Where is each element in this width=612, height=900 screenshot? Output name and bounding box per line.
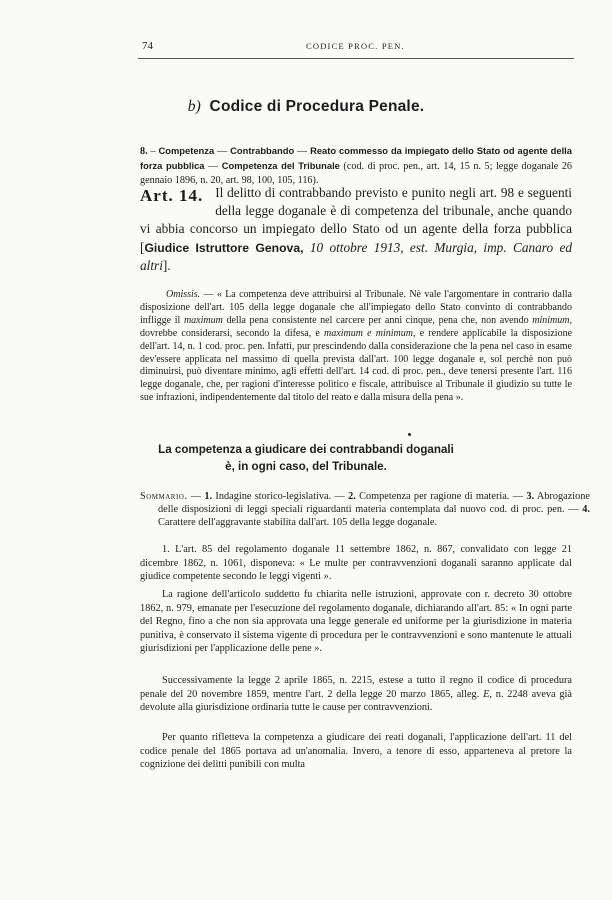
decision-date: 10 ottobre 1913, est. Murgia, imp. Canaro ed altri bbox=[140, 239, 572, 273]
paragraph-2: La ragione dell'articolo suddetto fu chiarita nelle istruzioni, approvate con r. decreto 30 ottobre 1862, n. 979, emanate per l'esecuzione del regolamento doganale, dichiarando all'art. 85: « In ogni parte del Regno, fino a che non sia approvata una legge generale ed uniforme per la giurisdizione in materia punitiva, è conservato il sistema vigente di procedura per le contravvenzioni e sono mantenute le attuali giurisdizioni per l'applicazione delle pene ». bbox=[140, 589, 572, 654]
maxim-number: 8. bbox=[140, 146, 148, 157]
maxim-references: (cod. di proc. pen., art. 14, 15 n. 5; legge doganale 26 gennaio 1896, n. 20, art. 98, 100, 105, 116). bbox=[140, 161, 573, 186]
commentary-title-line1: La competenza a giudicare dei contrabbandi doganali bbox=[158, 443, 454, 456]
maxim-keyword-competenza: Competenza bbox=[158, 145, 215, 156]
sommario-label: Sommario. bbox=[140, 491, 188, 502]
sommario-num: 3. bbox=[526, 491, 535, 502]
paragraph-1: 1. L'art. 85 del regolamento doganale 11 settembre 1862, n. 867, convalidato con legge 21 dicembre 1862, n. 1061, disponeva: « Le multe per contravvenzioni doganali saranno applicate dal giudice competente secondo le leggi vigenti ». bbox=[140, 544, 572, 582]
maxim-keyword-reato: Reato commesso da impiegato dello Stato od agente della forza pubblica bbox=[140, 145, 572, 171]
maxim-sep: — bbox=[214, 146, 231, 157]
maxim-sep: — bbox=[294, 146, 311, 157]
sommario-text: Indagine storico-legislativa. — bbox=[212, 491, 349, 502]
commentary-title-line2: è, in ogni caso, del Tribunale. bbox=[225, 460, 387, 473]
quote-text: , e rendere applicabile la disposizione dell'art. 14, n. 1 cod. proc. pen. Infatti, pur prescindendo dalla considerazione che la pena nel caso in esame dev'essere applicata nel massimo di quella prevista dall'art. 100 legge doganale e, sol perchè non può diminuirsi, può diventare minimo, agli effetti dell'art. 14 cod. di proc. pen., deve tenersi presente l'art. 116 legge doganale, che, per ragioni d'interesse politico e fiscale, attribuisce al Tribunale il giudizio su tutte le sue infrazioni, indipendentemente dal titolo del reato e dalla misura della pena ». bbox=[140, 327, 573, 404]
sommario-text: Abrogazione delle disposizioni di leggi speciali riguardanti materia contemplata dal nuovo cod. di proc. pen. — bbox=[158, 491, 590, 516]
sommario-num: 4. bbox=[582, 504, 590, 516]
section-letter: b) bbox=[187, 98, 202, 115]
maxim-keyword-tribunale: Competenza del Tribunale bbox=[221, 160, 340, 171]
paragraph-4: Per quanto rifletteva la competenza a giudicare dei reati doganali, l'applicazione dell'art. 11 del codice penale del 1865 portava ad un'anomalia. Invero, a tenore di esso, apparteneva al pretore la cognizione dei delitti punibili con multa bbox=[140, 732, 572, 770]
quote-italic: maximum bbox=[183, 314, 223, 326]
sommario-sep: — bbox=[187, 491, 205, 502]
ornament-dot bbox=[408, 433, 411, 436]
paragraph-text: Successivamente la legge 2 aprile 1865, n. 2215, estese a tutto il regno il codice di procedura penale del 20 novembre 1859, mentre l'art. 2 della legge 20 marzo 1865, alleg. bbox=[140, 675, 572, 700]
running-title: CODICE PROC. PEN. bbox=[306, 41, 405, 51]
maxim-summary bbox=[140, 144, 572, 188]
decision-quote bbox=[140, 289, 572, 405]
sommario bbox=[140, 490, 590, 530]
maxim-sep: — bbox=[204, 161, 222, 172]
section-title-text: Codice di Procedura Penale. bbox=[209, 98, 425, 115]
maxim-keyword-contrabbando: Contrabbando bbox=[230, 145, 295, 156]
maxim-sep: – bbox=[147, 146, 159, 157]
article-label: Art. 14. bbox=[140, 186, 204, 205]
quote-text: della pena consistente nel carcere per anni cinque, pena che, non avendo bbox=[222, 314, 533, 326]
court-name: Giudice Istruttore Genova, bbox=[144, 240, 304, 255]
quote-text: — « La competenza deve attribuirsi al Tribunale. Nè vale l'argomentare in contrario dalla disposizione dell'art. 105 della legge doganale che all'impiegato dello Stato convinto di contrabbando infligge il bbox=[140, 289, 572, 326]
paragraph-3 bbox=[140, 674, 572, 715]
running-header bbox=[142, 40, 572, 54]
paragraph-text: , n. 2248 aveva già devolute alla giurisdizione ordinaria tutte le cause per contravvenzioni. bbox=[140, 688, 572, 713]
page-number: 74 bbox=[142, 40, 153, 52]
omissis-word: Omissis. bbox=[166, 289, 201, 300]
quote-italic: maximum e minimum bbox=[324, 327, 413, 339]
bracket-open: [ bbox=[140, 239, 145, 255]
quote-text: , dovrebbe considerarsi, secondo la difesa, e bbox=[140, 314, 572, 339]
sommario-num: 2. bbox=[348, 491, 356, 502]
article-text bbox=[140, 184, 572, 275]
sommario-num: 1. bbox=[204, 491, 213, 502]
section-title bbox=[0, 98, 612, 116]
commentary-title bbox=[0, 441, 612, 475]
bracket-close: ]. bbox=[162, 257, 171, 273]
article-body: Il delitto di contrabbando previsto e punito negli art. 98 e seguenti della legge doganale è di competenza del tribunale, anche quando vi abbia concorso un impiegato dello Stato od un agente della forza pubblica bbox=[140, 185, 572, 237]
paragraph-italic: E bbox=[483, 688, 490, 700]
sommario-text: Carattere dell'aggravante stabilita dall'art. 105 della legge doganale. bbox=[158, 517, 438, 529]
quote-italic: minimum bbox=[532, 314, 570, 326]
header-rule bbox=[138, 58, 574, 59]
sommario-text: Competenza per ragione di materia. — bbox=[355, 491, 527, 502]
